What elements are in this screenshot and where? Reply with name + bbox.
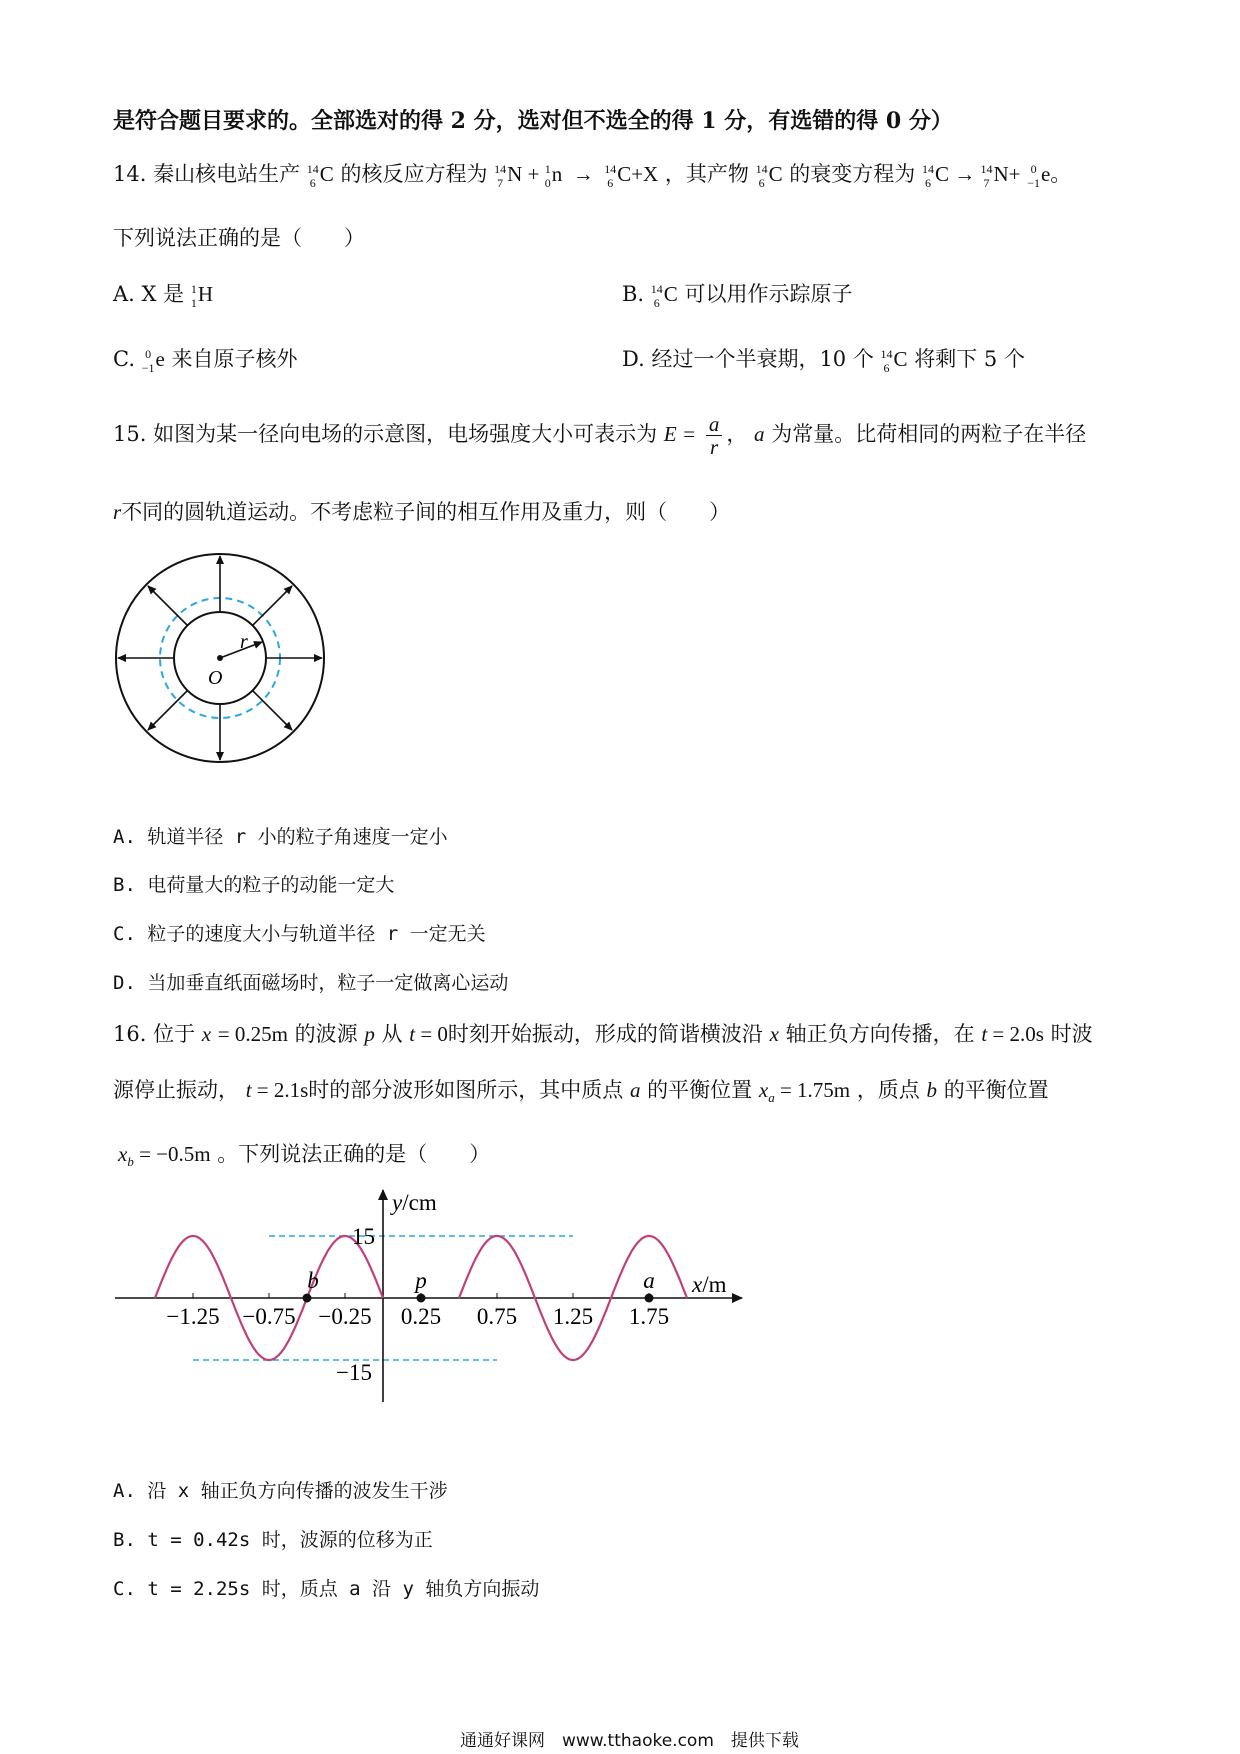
question-14-line-2: 下列说法正确的是（ ） [113, 226, 365, 250]
x-tick-label: −1.25 [166, 1304, 220, 1329]
question-number: 14. [113, 162, 147, 186]
wave-chart [110, 1180, 750, 1410]
q16-text: 的波源 [294, 1022, 358, 1046]
option-c-text: 来自原子核外 [171, 347, 298, 371]
option-b[interactable]: B. 14 6 C 可以用作示踪原子 [622, 281, 853, 310]
instruction-line: 是符合题目要求的。全部选对的得 2 分，选对但不选全的得 1 分，有选错的得 0 分） [113, 108, 953, 134]
q16-text: ，质点 [856, 1078, 920, 1102]
x-axis-label: x/m [692, 1272, 727, 1297]
question-15-line-2 [113, 496, 730, 526]
center-label: O [208, 667, 223, 689]
radius-label: r [240, 631, 248, 653]
q16-text: 位于 [153, 1022, 196, 1046]
r-symbol: r [113, 500, 122, 524]
q16-text: 的平衡位置 [647, 1078, 753, 1102]
q16-text: 的平衡位置 [943, 1078, 1049, 1102]
option-d-label: D. 经过一个半衰期，10 个 [622, 347, 874, 371]
question-16-line-2: 源停止振动， t = 2.1s时的部分波形如图所示，其中质点 a 的平衡位置 $x_a = 1.75m$ ，质点 b 的平衡位置 [113, 1078, 1049, 1106]
x-tick-label: 1.75 [628, 1304, 670, 1329]
x-tick-label: −0.75 [242, 1304, 296, 1329]
option-a-text: A. X 是 [113, 282, 185, 306]
point-label-b: b [307, 1268, 319, 1293]
point-label-a: a [643, 1268, 655, 1293]
question-number: 16. [113, 1022, 147, 1046]
q16-text: 时的部分波形如图所示，其中质点 [308, 1078, 624, 1102]
question-16-line-3: $x_b = -0.5m$ 。下列说法正确的是（ ） [118, 1142, 491, 1170]
q14-text: 的衰变方程为 [789, 162, 916, 186]
q16-text: 时刻开始振动，形成的简谐横波沿 [447, 1022, 763, 1046]
option-d-text: 将剩下 5 个 [914, 347, 1025, 371]
question-number: 15. [113, 422, 147, 447]
point-b [303, 1294, 312, 1303]
option-c[interactable]: C. t = 2.25s 时，质点 a 沿 y 轴负方向振动 [113, 1578, 540, 1600]
option-c-label: C. [113, 347, 135, 371]
q14-text: 的核反应方程为 [340, 162, 488, 186]
option-c[interactable]: C. 0 −1 e 来自原子核外 [113, 346, 298, 375]
q16-text: 从 [381, 1022, 403, 1046]
option-b-text: 可以用作示踪原子 [684, 282, 853, 306]
x-tick-label: 0.75 [476, 1304, 518, 1329]
y-tick-15: 15 [352, 1224, 375, 1249]
q16-text: 。下列说法正确的是（ ） [217, 1142, 491, 1166]
question-16-line-1: 16. 位于 x = 0.25m 的波源 p 从 t = 0时刻开始振动，形成的简谐横波沿 x 轴正负方向传播，在 t = 2.0s 时波 [113, 1022, 1093, 1046]
x-tick-label: 0.25 [400, 1304, 442, 1329]
q14-text: ，其产物 [664, 162, 749, 186]
q16-text: 源停止振动， [113, 1078, 239, 1102]
q16-text: 时波 [1050, 1022, 1093, 1046]
option-c[interactable]: C. 粒子的速度大小与轨道半径 r 一定无关 [113, 923, 486, 945]
point-label-p: p [415, 1268, 427, 1293]
question-14-line-1: 14. 秦山核电站生产 14 6 C 的核反应方程为 14 7 N + 1 0 n → 14 6 C+X ，其产物 14 6 C 的衰变方程为 14 6 C → 14 7 N+ 0 −1 e。 [113, 161, 1072, 190]
option-b[interactable]: B. t = 0.42s 时，波源的位移为正 [113, 1529, 433, 1551]
option-b[interactable]: B. 电荷量大的粒子的动能一定大 [113, 874, 395, 896]
y-tick-neg15: −15 [336, 1360, 372, 1385]
q16-text: 轴正负方向传播，在 [785, 1022, 975, 1046]
option-a[interactable]: A. 沿 x 轴正负方向传播的波发生干涉 [113, 1480, 448, 1502]
q15-text: 为常量。比荷相同的两粒子在半径 [771, 422, 1087, 447]
y-axis-label: y/cm [392, 1190, 437, 1215]
option-b-label: B. [622, 282, 645, 306]
x-tick-label: 1.25 [552, 1304, 594, 1329]
point-a [645, 1294, 654, 1303]
q14-text: 秦山核电站生产 [153, 162, 301, 186]
option-d[interactable]: D. 经过一个半衰期，10 个 14 6 C 将剩下 5 个 [622, 346, 1025, 375]
point-p [417, 1294, 426, 1303]
radial-field-diagram [110, 548, 330, 768]
option-a[interactable]: A. 轨道半径 r 小的粒子角速度一定小 [113, 826, 448, 848]
q15-text: 如图为某一径向电场的示意图，电场强度大小可表示为 [153, 422, 658, 447]
q15-text: 不同的圆轨道运动。不考虑粒子间的相互作用及重力，则（ ） [121, 500, 731, 524]
option-d[interactable]: D. 当加垂直纸面磁场时，粒子一定做离心运动 [113, 972, 509, 994]
option-a[interactable]: A. X 是 1 1 H [113, 281, 214, 310]
x-tick-label: −0.25 [318, 1304, 372, 1329]
footer-watermark: 通通好课网 www.tthaoke.com 提供下载 [460, 1731, 799, 1751]
question-15-line-1: 15. 如图为某一径向电场的示意图，电场强度大小可表示为 E = $\frac{a}{r}$ ， a 为常量。比荷相同的两粒子在半径 [113, 412, 1087, 460]
